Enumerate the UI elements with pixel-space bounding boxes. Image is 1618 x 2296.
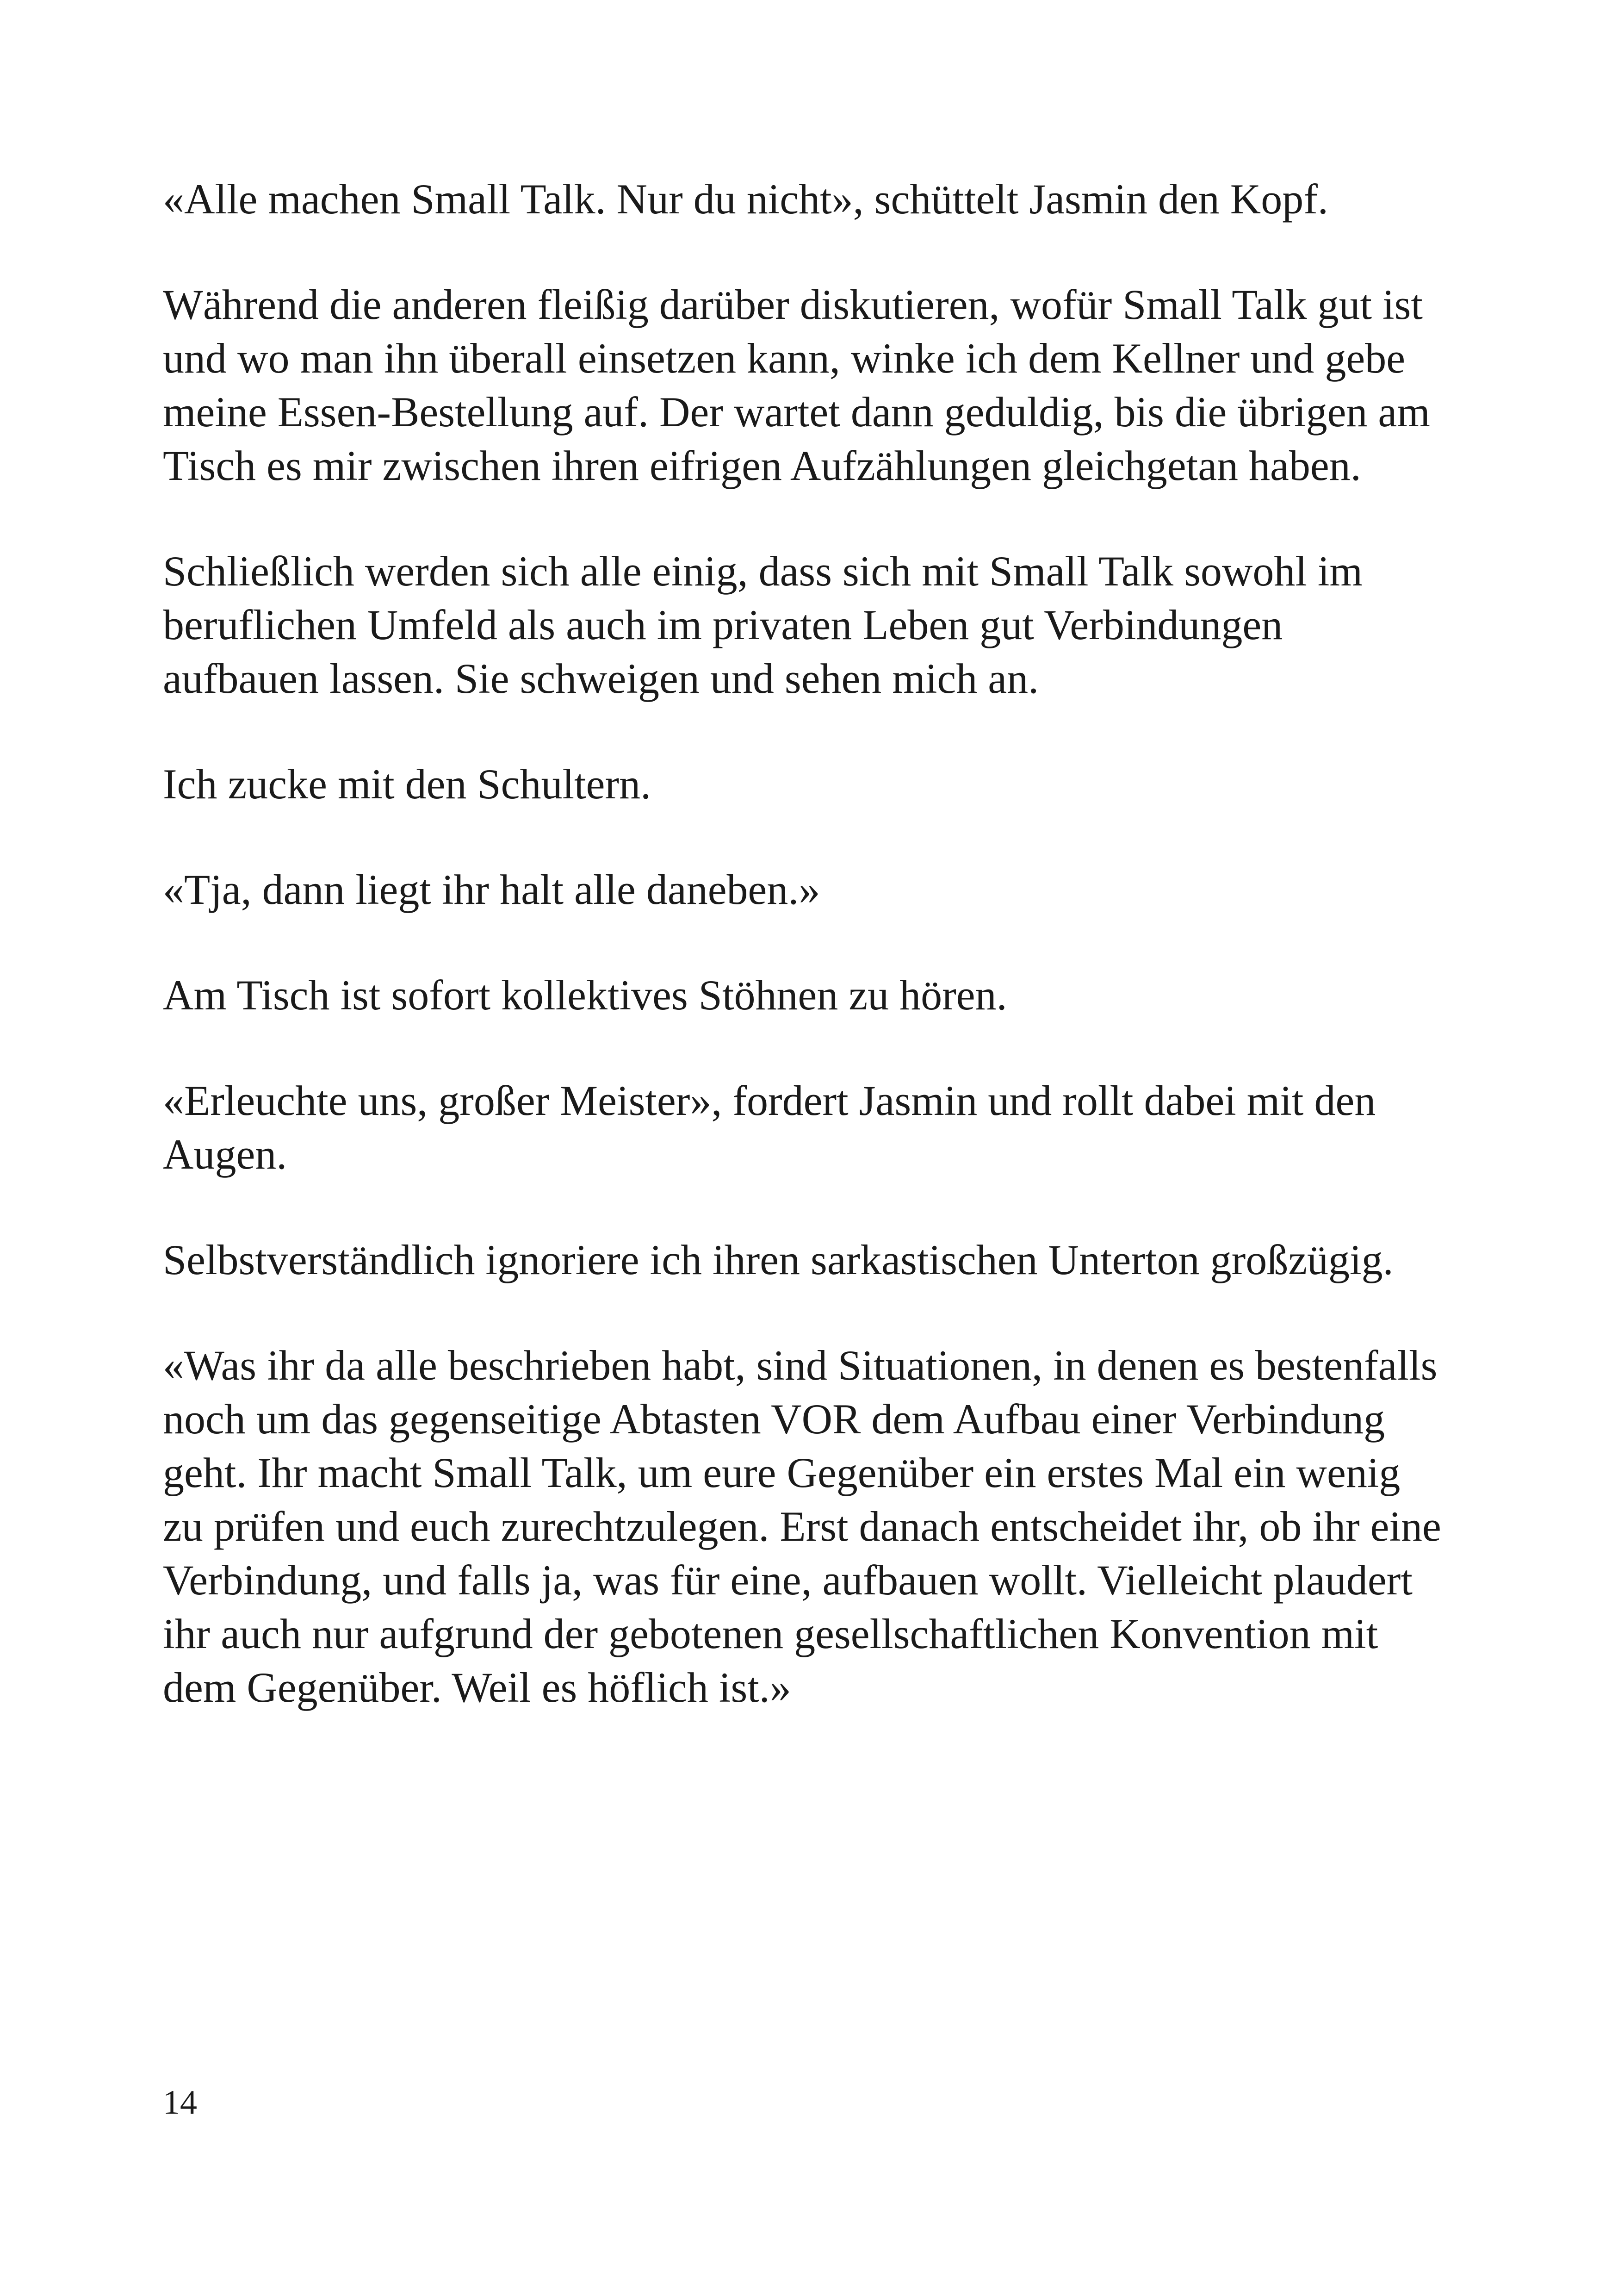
- paragraph: Am Tisch ist sofort kollektives Stöhnen zu hören.: [163, 971, 1007, 1019]
- paragraph: Selbstverständlich ignoriere ich ihren sarkastischen Unterton großzügig.: [163, 1236, 1394, 1283]
- paragraph: Während die anderen fleißig darüber diskutieren, wofür Small Talk gut ist und wo man ihn überall einsetzen kann, winke ich dem Kellner und gebe meine Essen-Bestellung auf. Der wartet dann geduldig, bis die übrigen am Tisch es mir zwischen ihren eifrigen Aufzählungen gleichgetan haben.: [163, 281, 1430, 489]
- body-text: [163, 172, 1449, 1766]
- paragraph: Schließlich werden sich alle einig, dass sich mit Small Talk sowohl im beruflichen Umfeld als auch im privaten Leben gut Verbindungen aufbauen lassen. Sie schweigen und sehen mich an.: [163, 548, 1363, 702]
- paragraph: «Was ihr da alle beschrieben habt, sind Situationen, in denen es bestenfalls noch um das gegenseitige Abtasten VOR dem Aufbau einer Verbindung geht. Ihr macht Small Talk, um eure Gegenüber ein erstes Mal ein wenig zu prüfen und euch zurechtzulegen. Erst danach entscheidet ihr, ob ihr eine Verbindung, und falls ja, was für eine, aufbauen wollt. Vielleicht plaudert ihr auch nur aufgrund der gebotenen gesellschaftlichen Konvention mit dem Gegenüber. Weil es höflich ist.»: [163, 1342, 1441, 1711]
- paragraph: «Tja, dann liegt ihr halt alle daneben.»: [163, 866, 820, 913]
- paragraph: «Erleuchte uns, großer Meister», fordert Jasmin und rollt dabei mit den Augen.: [163, 1077, 1376, 1178]
- paragraph: Ich zucke mit den Schultern.: [163, 760, 651, 808]
- paragraph: «Alle machen Small Talk. Nur du nicht», schüttelt Jasmin den Kopf.: [163, 175, 1328, 223]
- page-number: 14: [163, 2084, 197, 2122]
